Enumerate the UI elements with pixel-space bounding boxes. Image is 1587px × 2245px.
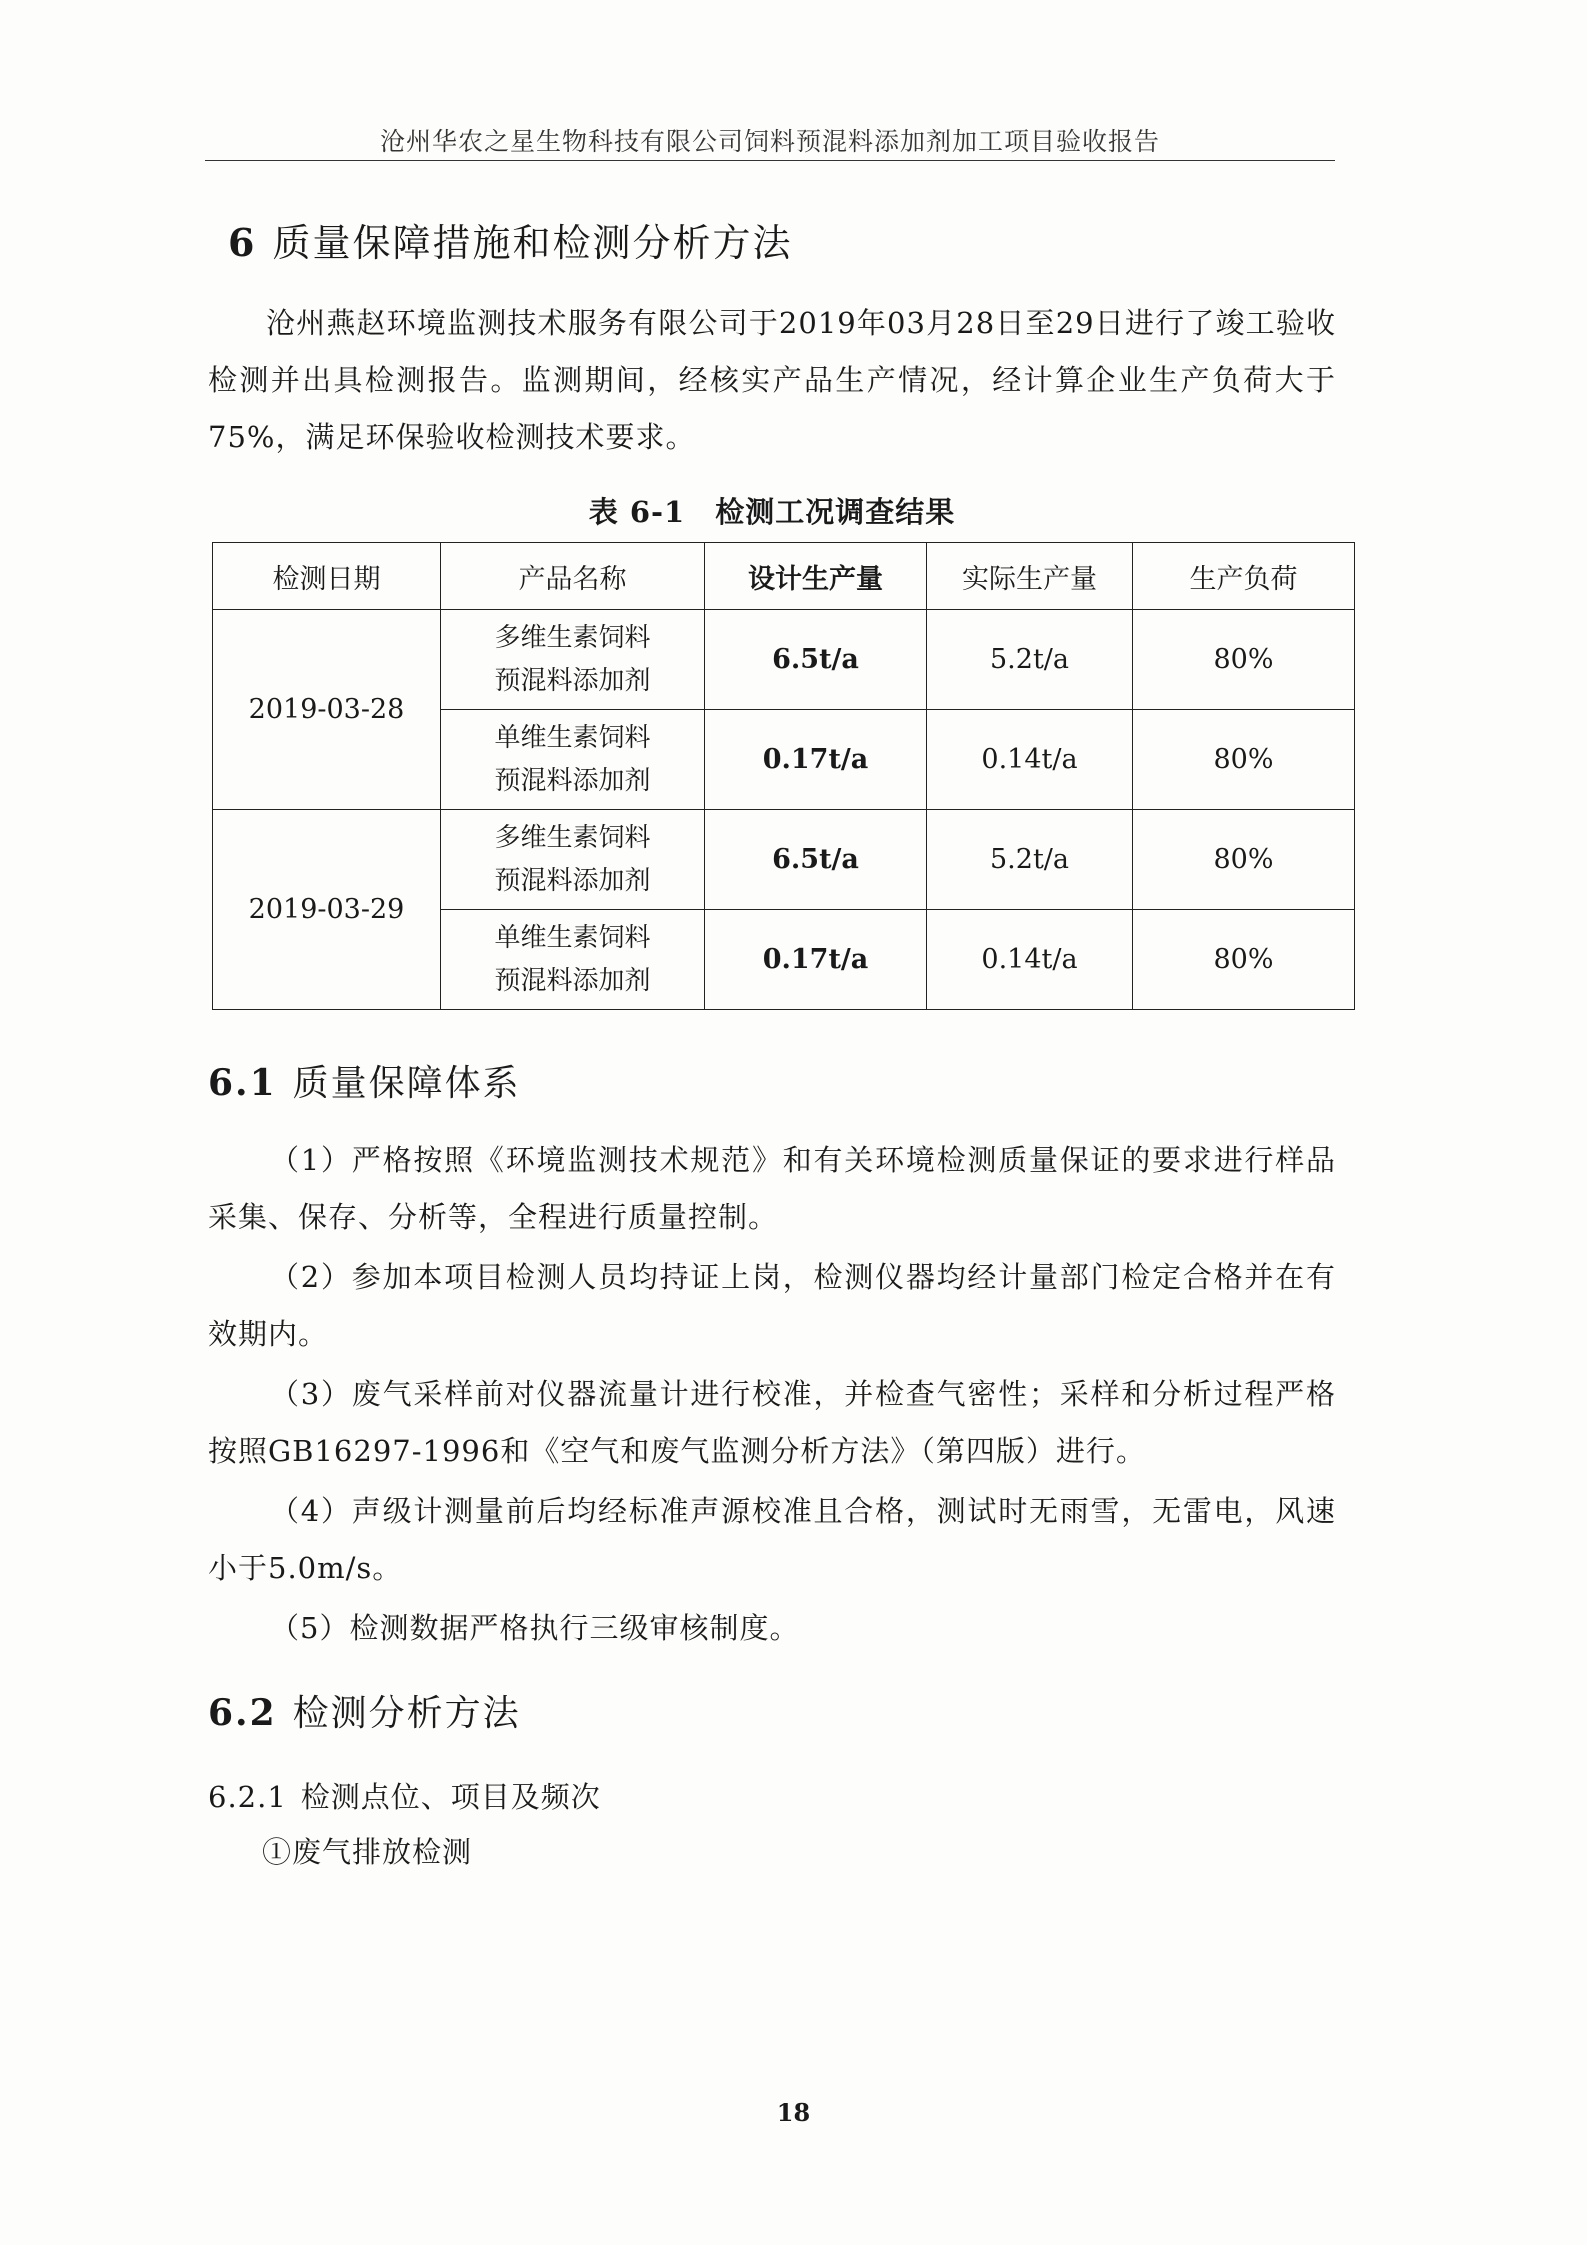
header-rule bbox=[205, 160, 1335, 161]
product-name-line: 预混料添加剂 bbox=[494, 865, 651, 896]
quality-item-3: （3）废气采样前对仪器流量计进行校准，并检查气密性；采样和分析过程严格按照GB16297-1996和《空气和废气监测分析方法》（第四版）进行。 bbox=[208, 1377, 1336, 1468]
section-6-heading bbox=[228, 212, 792, 267]
header-design-output: 设计生产量 bbox=[705, 543, 927, 610]
product-cell bbox=[441, 810, 705, 910]
header-actual-output: 实际生产量 bbox=[927, 543, 1133, 610]
table-row bbox=[213, 810, 1355, 910]
waste-gas-emission-item: ①废气排放检测 bbox=[262, 1835, 473, 1869]
section-6-1-number: 6.1 bbox=[208, 1062, 277, 1104]
table-6-1-number: 表 6-1 bbox=[588, 495, 686, 529]
quality-item-2: （2）参加本项目检测人员均持证上岗，检测仪器均经计量部门检定合格并在有效期内。 bbox=[208, 1260, 1336, 1351]
product-cell bbox=[441, 910, 705, 1010]
section-6-2-title: 检测分析方法 bbox=[292, 1693, 521, 1734]
section-6-1-heading bbox=[208, 1055, 521, 1106]
section-6-2-1-title: 检测点位、项目及频次 bbox=[300, 1780, 601, 1814]
product-name-line: 预混料添加剂 bbox=[494, 965, 651, 996]
header-product: 产品名称 bbox=[441, 543, 705, 610]
design-output-cell: 0.17t/a bbox=[705, 910, 927, 1010]
actual-output-cell: 5.2t/a bbox=[927, 810, 1133, 910]
date-cell: 2019-03-29 bbox=[213, 810, 441, 1010]
load-cell: 80% bbox=[1133, 610, 1355, 710]
design-output-cell: 6.5t/a bbox=[705, 610, 927, 710]
section-6-2-heading bbox=[208, 1685, 521, 1736]
actual-output-cell: 0.14t/a bbox=[927, 710, 1133, 810]
product-name-line: 多维生素饲料 bbox=[494, 822, 651, 853]
section-6-1-title: 质量保障体系 bbox=[292, 1063, 521, 1104]
product-cell bbox=[441, 710, 705, 810]
section-6-2-number: 6.2 bbox=[208, 1692, 277, 1734]
product-name-line: 多维生素饲料 bbox=[494, 622, 651, 653]
actual-output-cell: 0.14t/a bbox=[927, 910, 1133, 1010]
page-number: 18 bbox=[776, 2098, 811, 2127]
section-6-intro-paragraph: 沧州燕赵环境监测技术服务有限公司于2019年03月28日至29日进行了竣工验收检测并出具检测报告。监测期间，经核实产品生产情况，经计算企业生产负荷大于75%，满足环保验收检测技术要求。 bbox=[208, 306, 1336, 454]
product-name-line: 预混料添加剂 bbox=[494, 665, 651, 696]
header-production-load: 生产负荷 bbox=[1133, 543, 1355, 610]
header-date: 检测日期 bbox=[213, 543, 441, 610]
load-cell: 80% bbox=[1133, 810, 1355, 910]
running-header: 沧州华农之星生物科技有限公司饲料预混料添加剂加工项目验收报告 bbox=[379, 127, 1160, 156]
load-cell: 80% bbox=[1133, 910, 1355, 1010]
section-6-2-1-number: 6.2.1 bbox=[208, 1780, 287, 1814]
section-6-title: 质量保障措施和检测分析方法 bbox=[272, 221, 793, 265]
load-cell: 80% bbox=[1133, 710, 1355, 810]
product-name-line: 单维生素饲料 bbox=[494, 722, 651, 753]
actual-output-cell: 5.2t/a bbox=[927, 610, 1133, 710]
product-name-line: 预混料添加剂 bbox=[494, 765, 651, 796]
quality-item-1: （1）严格按照《环境监测技术规范》和有关环境检测质量保证的要求进行样品采集、保存、分析等，全程进行质量控制。 bbox=[208, 1143, 1336, 1234]
date-cell: 2019-03-28 bbox=[213, 610, 441, 810]
working-condition-table bbox=[212, 542, 1355, 1010]
table-6-1-title: 检测工况调查结果 bbox=[715, 495, 956, 529]
design-output-cell: 6.5t/a bbox=[705, 810, 927, 910]
table-row bbox=[213, 610, 1355, 710]
quality-item-4: （4）声级计测量前后均经标准声源校准且合格，测试时无雨雪，无雷电，风速小于5.0m/s。 bbox=[208, 1494, 1336, 1585]
product-name-line: 单维生素饲料 bbox=[494, 922, 651, 953]
section-6-2-1-heading bbox=[208, 1775, 601, 1816]
quality-item-5: （5）检测数据严格执行三级审核制度。 bbox=[270, 1611, 800, 1645]
section-6-number: 6 bbox=[228, 220, 257, 265]
design-output-cell: 0.17t/a bbox=[705, 710, 927, 810]
table-6-1-caption bbox=[208, 490, 1336, 531]
table-header-row bbox=[213, 543, 1355, 610]
product-cell bbox=[441, 610, 705, 710]
